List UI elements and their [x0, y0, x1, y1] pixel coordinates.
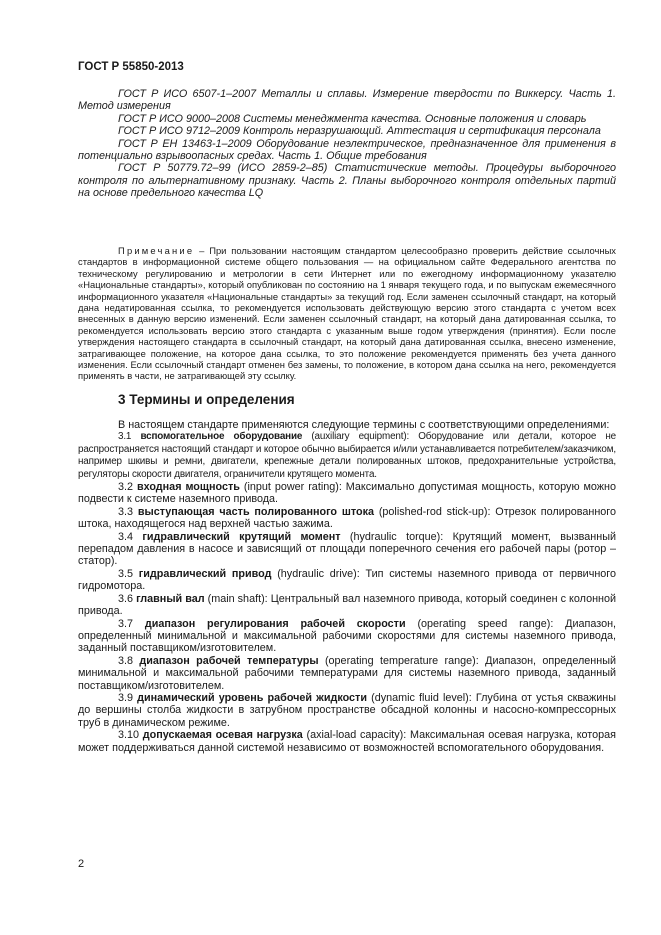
term-definition: [78, 568, 616, 593]
term-number: 3.8: [118, 654, 134, 667]
term-definition: [78, 729, 616, 754]
term-text: Максимально допустимая мощность, которую можно подвести к системе наземного привода.: [78, 481, 616, 506]
term-definition: [78, 431, 616, 481]
term-name: динамический уровень рабочей жидкости: [137, 691, 367, 704]
references-note: [78, 245, 616, 382]
term-english: (axial-load capacity):: [306, 729, 407, 742]
term-name: входная мощность: [136, 481, 240, 494]
term-definition: [78, 506, 616, 531]
reference-item: ГОСТ Р ИСО 6507-1–2007 Металлы и сплавы. Измерение твердости по Виккерсу. Часть 1. Метод измерения: [78, 88, 616, 113]
reference-item: ГОСТ Р ИСО 9000–2008 Системы менеджмента качества. Основные положения и словарь: [118, 112, 587, 125]
reference-item: ГОСТ Р ЕН 13463-1–2009 Оборудование неэлектрическое, предназначенное для применения в потенциально взрывоопасных средах. Часть 1. Общие требования: [78, 137, 616, 163]
term-english: (polished-rod stick-up):: [378, 505, 491, 518]
term-definition: [78, 618, 616, 655]
term-name: гидравлический привод: [138, 567, 272, 580]
term-number: 3.9: [118, 691, 134, 704]
term-name: гидравлический крутящий момент: [142, 530, 341, 543]
term-number: 3.4: [118, 530, 134, 543]
term-name: диапазон рабочей температуры: [139, 654, 319, 667]
term-number: 3.7: [118, 617, 134, 630]
note-label: Примечание: [118, 245, 195, 256]
term-text: Центральный вал наземного привода, который соединен с колонной привода.: [78, 592, 617, 618]
term-number: 3.2: [118, 481, 134, 494]
section-title: 3 Термины и определения: [118, 392, 295, 407]
terms-list: [78, 419, 616, 754]
reference-item: ГОСТ Р ИСО 9712–2009 Контроль неразрушающий. Аттестация и сертификация персонала: [118, 125, 601, 138]
term-text: Максимальная осевая нагрузка, которая может поддерживаться данной системой независимо от возможностей вспомогательного оборудования.: [78, 729, 616, 754]
term-number: 3.3: [118, 505, 134, 518]
term-text: Оборудование или детали, которое не распространяется настоящий стандарт и которое обычно выбирается и/или устанавливается потребителем/заказчиком, например шкивы и ремни, двигатели, крепежные детали полированных штоков, предохранительные устройства, регуляторы скорости двигателя, ограничители крутящего момента.: [78, 431, 617, 480]
term-english: (input power rating):: [243, 481, 342, 494]
term-english: (operating temperature range):: [324, 654, 479, 667]
term-definition: [78, 531, 616, 568]
term-text: Крутящий момент, вызванный перепадом давления в насосе и зависящий от площади поперечного сечения его рабочей пары (ротор – статор).: [78, 530, 617, 568]
note-paragraph: [78, 245, 616, 382]
term-text: Диапазон, определенный минимальной и максимальной рабочими скоростями для системы наземного привода, заданный поставщиком/изготовителем.: [78, 617, 617, 655]
term-number: 3.1: [118, 431, 132, 443]
term-text: Тип системы наземного привода от первичного гидромотора.: [78, 567, 617, 593]
term-name: выступающая часть полированного штока: [137, 505, 374, 518]
standard-header: ГОСТ Р 55850-2013: [78, 61, 184, 73]
term-english: (operating speed range):: [417, 617, 554, 630]
term-definition: [78, 655, 616, 692]
term-definition: [78, 593, 616, 618]
term-definition: [78, 692, 616, 729]
page-number: 2: [78, 858, 85, 870]
term-text: Глубина от устья скважины до вершины столба жидкости в затрубном пространстве обсадной колонны и насосно-компрессорных труб в динамическом режиме.: [78, 691, 617, 729]
term-text: Диапазон, определенный минимальной и максимальной рабочими температурами для системы наземного привода, заданный поставщиком/изготовителем.: [78, 654, 617, 692]
term-english: (main shaft):: [207, 592, 268, 605]
normative-references: [78, 88, 616, 200]
term-name: диапазон регулирования рабочей скорости: [144, 617, 406, 630]
term-name: вспомогательное оборудование: [140, 431, 303, 443]
term-number: 3.5: [118, 567, 134, 580]
term-number: 3.6: [118, 592, 134, 605]
term-text: Отрезок полированного штока, находящегося над верхней частью зажима.: [78, 505, 617, 531]
term-name: допускаемая осевая нагрузка: [142, 729, 303, 742]
section-intro: В настоящем стандарте применяются следующие термины с соответствующими определениями:: [118, 419, 610, 431]
term-english: (auxiliary equipment):: [311, 431, 410, 443]
note-text: При пользовании настоящим стандартом целесообразно проверить действие ссылочных стандартов в информационной системе общего пользования — на официальном сайте Федерального агентства по техническому регулированию и метрологии в сети Интернет или по ежегодному информационному указателю «Национальные стандарты», который опубликован по состоянию на 1 января текущего года, и по выпускам ежемесячного информационного указателя «Национальные стандарты» за текущий год. Если заменен ссылочный стандарт, на который дана недатированная ссылка, то рекомендуется использовать действующую версию этого стандарта с учетом всех внесенных в данную версию изменений. Если заменен ссылочный стандарт, на который дана датированная ссылка, то рекомендуется использовать версию этого стандарта с указанным выше годом утверждения (принятия). Если после утверждения настоящего стандарта в ссылочный стандарт, на который дана датированная ссылка, внесено изменение, затрагивающее положение, на которое дана ссылка, то это положение рекомендуется применять без учета данного изменения. Если ссылочный стандарт отменен без замены, то положение, в котором дана ссылка на него, рекомендуется применять в части, не затрагивающей эту ссылку.: [78, 245, 616, 382]
reference-item: ГОСТ Р 50779.72–99 (ИСО 2859-2–85) Статистические методы. Процедуры выборочного контроля по альтернативному признаку. Часть 2. Планы выборочного контроля отдельных партий на основе предельного качества LQ: [78, 162, 616, 200]
term-definition: [78, 481, 616, 506]
term-name: главный вал: [136, 592, 205, 605]
term-english: (hydraulic drive):: [277, 567, 360, 580]
term-number: 3.10: [118, 729, 140, 742]
term-english: (hydraulic torque):: [349, 530, 444, 543]
note-dash: –: [194, 245, 210, 256]
term-english: (dynamic fluid level):: [371, 691, 472, 704]
